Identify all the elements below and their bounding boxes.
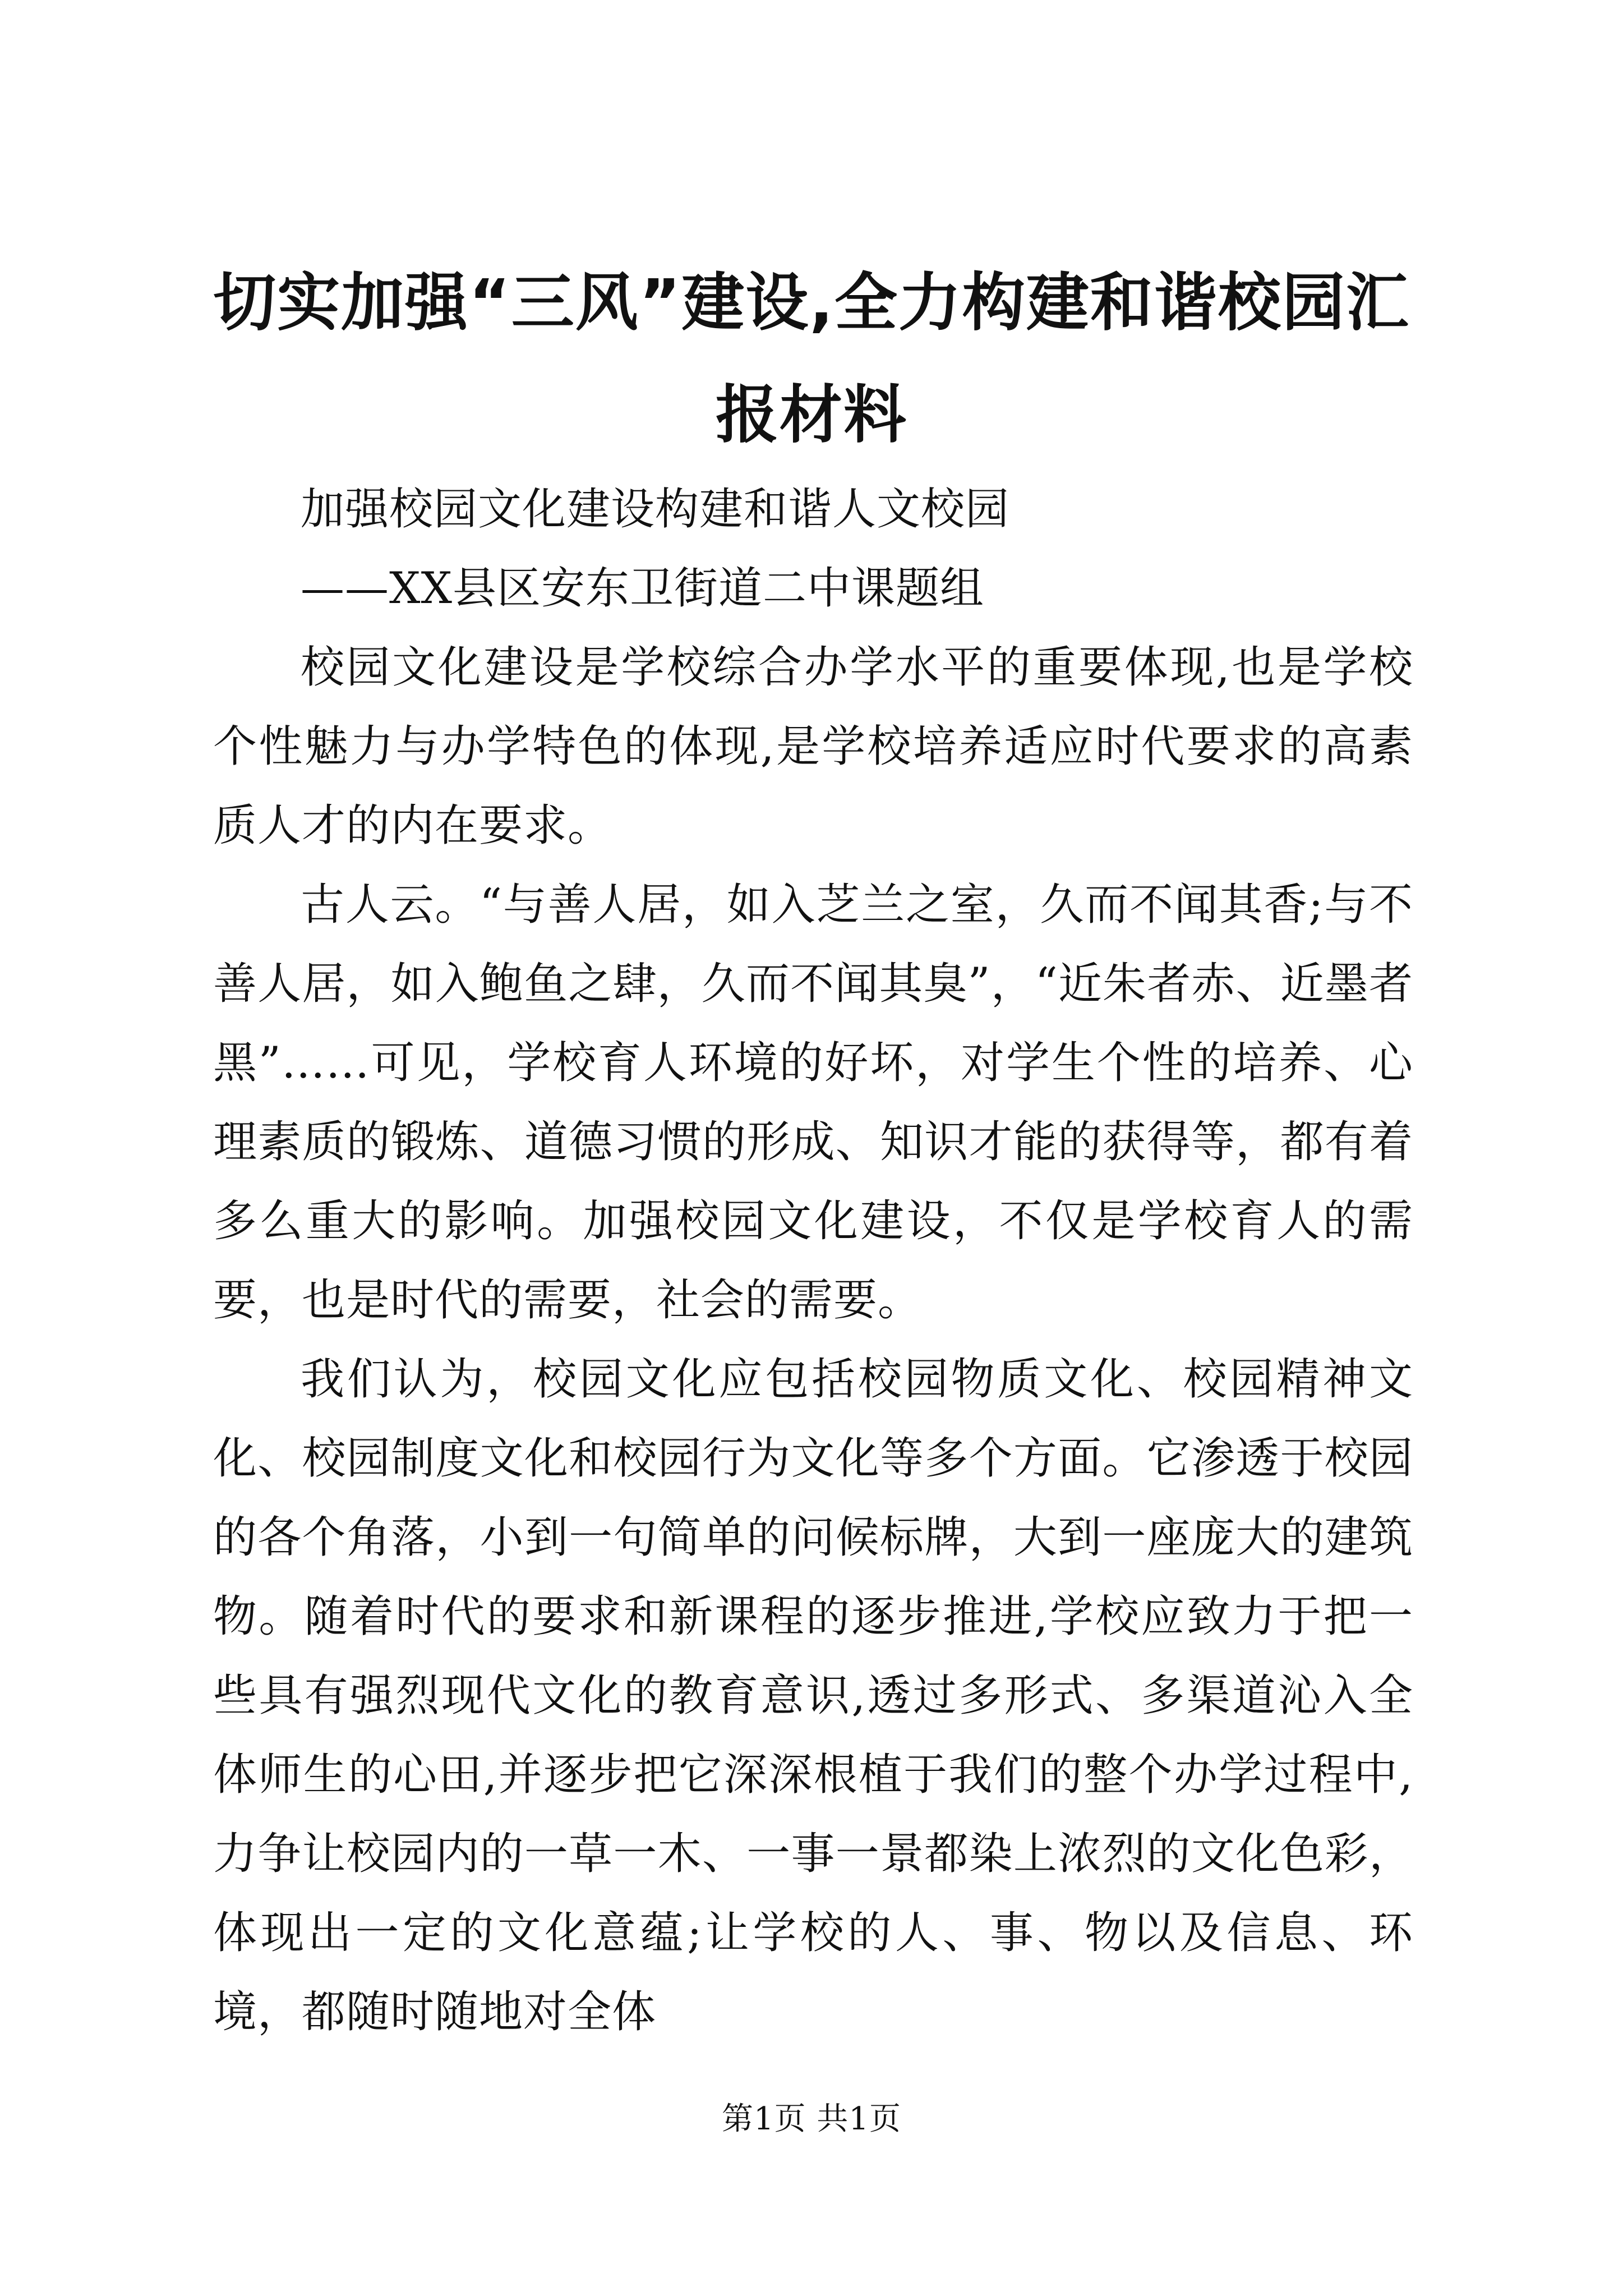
title-line-1: 切实加强“三风”建设,全力构建和谐校园汇	[213, 266, 1410, 339]
document-title	[213, 247, 1410, 471]
body-paragraph: 古人云。“与善人居，如入芝兰之室，久而不闻其香;与不善人居，如入鲍鱼之肆，久而不闻其臭”，“近朱者赤、近墨者黑”……可见，学校育人环境的好坏，对学生个性的培养、心理素质的锻炼、道德习惯的形成、知识才能的获得等，都有着多么重大的影响。加强校园文化建设，不仅是学校育人的需要，也是时代的需要，社会的需要。	[213, 880, 1413, 1326]
body-paragraph: 校园文化建设是学校综合办学水平的重要体现,也是学校个性魅力与办学特色的体现,是学校培养适应时代要求的高素质人才的内在要求。	[213, 642, 1413, 851]
page-footer: 第1页 共1页	[721, 2101, 902, 2137]
author-line: ——XX县区安东卫街道二中课题组	[301, 563, 985, 614]
body-paragraph: 我们认为，校园文化应包括校园物质文化、校园精神文化、校园制度文化和校园行为文化等多个方面。它渗透于校园的各个角落，小到一句简单的问候标牌，大到一座庞大的建筑物。随着时代的要求和新课程的逐步推进,学校应致力于把一些具有强烈现代文化的教育意识,透过多形式、多渠道沁入全体师生的心田,并逐步把它深深根植于我们的整个办学过程中,力争让校园内的一草一木、一事一景都染上浓烈的文化色彩，体现出一定的文化意蕴;让学校的人、事、物以及信息、环境，都随时随地对全体	[213, 1354, 1413, 2037]
title-line-2: 报材料	[716, 379, 907, 452]
subtitle: 加强校园文化建设构建和谐人文校园	[301, 484, 1010, 535]
document-body	[213, 470, 1413, 2052]
